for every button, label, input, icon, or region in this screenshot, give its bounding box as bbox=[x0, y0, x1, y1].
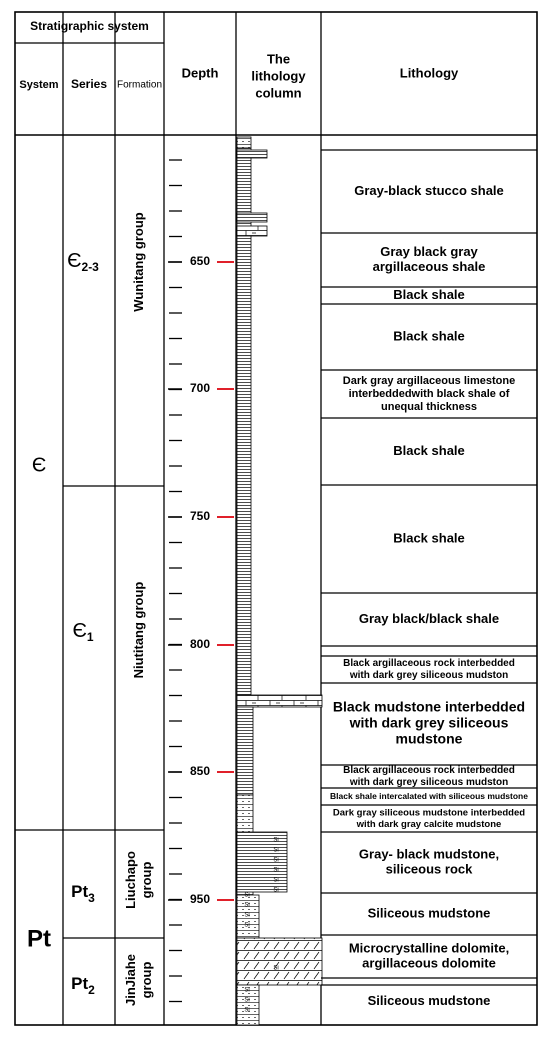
formation-label: Wunitang group bbox=[130, 212, 146, 312]
lithology-description: with dark grey siliceous bbox=[349, 714, 509, 731]
lithology-description: Gray- black mudstone, bbox=[358, 846, 500, 862]
lithology-description: Siliceous mudstone bbox=[367, 905, 491, 921]
lithology-description: Black shale bbox=[393, 328, 465, 344]
lithology-bed bbox=[237, 150, 267, 158]
siliceous-symbol: Si bbox=[244, 1007, 250, 1014]
lithology-description: argillaceous shale bbox=[372, 258, 486, 274]
depth-label: 750 bbox=[189, 509, 211, 524]
lithology-bed bbox=[237, 938, 322, 985]
lithology-description: argillaceous dolomite bbox=[362, 955, 496, 971]
lithology-description: Gray-black stucco shale bbox=[354, 182, 504, 198]
depth-label: 800 bbox=[189, 637, 211, 652]
system-cambrian-label: Є bbox=[31, 454, 47, 477]
header-formation: Formation bbox=[116, 79, 163, 91]
lithology-description: Black shale bbox=[393, 530, 465, 546]
formation-label: group bbox=[138, 961, 154, 999]
formation-column bbox=[123, 212, 154, 1006]
siliceous-symbol: Si bbox=[244, 987, 250, 994]
lithology-description: siliceous rock bbox=[385, 861, 473, 877]
depth-label: 650 bbox=[189, 254, 211, 269]
lithology-description: Siliceous mudstone bbox=[367, 992, 491, 1008]
lithology-description: unequal thickness bbox=[381, 400, 477, 413]
system-column bbox=[27, 454, 51, 952]
lithology-bed bbox=[237, 707, 253, 795]
lithology-description: interbeddedwith black shale of bbox=[348, 387, 510, 400]
siliceous-symbol: Si bbox=[273, 847, 279, 854]
depth-label: 700 bbox=[189, 381, 211, 396]
lithology-description: with dark grey siliceous mudston bbox=[349, 670, 509, 682]
header-row bbox=[19, 19, 459, 100]
header-lithology-column-line1: The bbox=[266, 51, 291, 67]
header-stratigraphic-system: Stratigraphic system bbox=[30, 19, 149, 34]
lithology-bed bbox=[237, 213, 267, 222]
siliceous-symbol: Si bbox=[244, 892, 250, 899]
series-label: $Pt_2$ bbox=[71, 974, 95, 998]
depth-column bbox=[168, 160, 234, 1002]
lithology-bed bbox=[237, 832, 287, 892]
lithology-description: Black shale intercalated with siliceous mudstone bbox=[330, 790, 528, 801]
formation-label: Niutitang group bbox=[130, 581, 146, 679]
siliceous-symbol: Si bbox=[273, 965, 279, 972]
lithology-description: Dark gray siliceous mudstone interbedded bbox=[332, 807, 526, 819]
siliceous-symbol: Si bbox=[273, 837, 279, 844]
lithology-description: Gray black gray bbox=[380, 243, 478, 259]
lithology-description: mudstone bbox=[395, 730, 463, 747]
lithology-bed bbox=[237, 137, 251, 148]
siliceous-symbol: Si bbox=[244, 922, 250, 929]
lithology-bed bbox=[237, 226, 267, 236]
header-lithology: Lithology bbox=[399, 65, 459, 81]
lithology-description: with dark gray calcite mudstone bbox=[356, 818, 502, 830]
lithology-column-graphic bbox=[237, 137, 322, 1025]
siliceous-symbol: Si bbox=[273, 887, 279, 894]
series-label: $Є_1$ bbox=[72, 620, 94, 645]
series-label: $Є_{2-3}$ bbox=[67, 250, 99, 275]
formation-label: group bbox=[138, 861, 154, 899]
series-column bbox=[67, 250, 99, 997]
header-series: Series bbox=[70, 77, 108, 92]
depth-label: 850 bbox=[189, 764, 211, 779]
system-proterozoic-label: Pt bbox=[27, 925, 51, 953]
lithology-description: with dark grey siliceous mudston bbox=[349, 777, 509, 789]
lithology-description: Black shale bbox=[393, 286, 465, 302]
siliceous-symbol: Si bbox=[273, 857, 279, 864]
lithology-description: Gray black/black shale bbox=[358, 610, 500, 626]
header-system: System bbox=[19, 78, 59, 91]
series-label: $Pt_3$ bbox=[71, 882, 95, 906]
formation-label: JinJiahe bbox=[122, 953, 138, 1007]
header-lithology-column-line2: lithology bbox=[251, 68, 306, 84]
lithology-description: Black argillaceous rock interbedded bbox=[343, 765, 515, 777]
depth-label: 950 bbox=[189, 892, 211, 907]
siliceous-symbol: Si bbox=[273, 867, 279, 874]
lithology-description-column bbox=[321, 150, 537, 1008]
lithology-description: Black argillaceous rock interbedded bbox=[343, 658, 515, 670]
lithology-description: Microcrystalline dolomite, bbox=[348, 940, 510, 956]
siliceous-symbol: Si bbox=[273, 877, 279, 884]
lithology-bed bbox=[237, 695, 322, 707]
formation-label: Liuchapo bbox=[122, 851, 138, 909]
lithology-description: Black mudstone interbedded bbox=[332, 698, 526, 715]
header-depth: Depth bbox=[181, 65, 219, 81]
lithology-description: Dark gray argillaceous limestone bbox=[342, 374, 516, 387]
lithology-description: Black shale bbox=[393, 442, 465, 458]
siliceous-symbol: Si bbox=[244, 902, 250, 909]
siliceous-symbol: Si bbox=[244, 912, 250, 919]
header-lithology-column-line3: column bbox=[255, 85, 302, 101]
siliceous-symbol: Si bbox=[244, 997, 250, 1004]
